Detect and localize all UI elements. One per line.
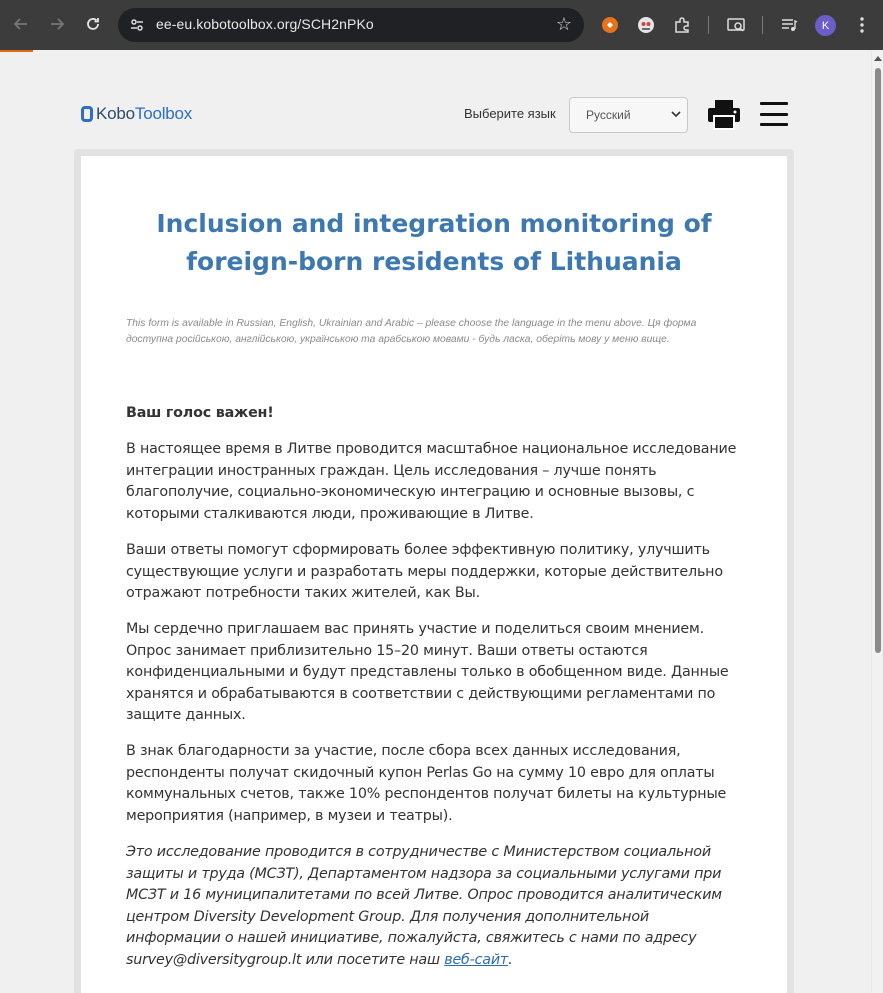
intro-paragraph: В знак благодарности за участие, после сбора всех данных исследования, респонденты получат скидочный купон Perlas Go на сумму 10 евро для оплаты коммунальных счетов, также 10% респондентов получат билеты на культурные мероприятия (например, в музеи и театры).	[126, 743, 727, 824]
forward-arrow-icon[interactable]	[43, 10, 71, 38]
language-label: Выберите язык	[464, 106, 556, 121]
intro-paragraph: Ваши ответы помогут сформировать более эффективную политику, улучшить существующие услуги и разработать меры поддержки, которые действительно отражают потребности таких жителей, как Вы.	[126, 542, 723, 602]
intro-heading: Ваш голос важен!	[126, 405, 274, 421]
menu-hamburger-icon[interactable]	[760, 102, 788, 126]
logo-text-light: Toolbox	[134, 104, 193, 123]
site-settings-icon[interactable]	[128, 16, 146, 34]
reload-icon[interactable]	[79, 10, 107, 38]
closing-text: Это исследование проводится в сотрудничестве с Министерством социальной защиты и труда (МСЗТ), Департаментом надзора за социальными услугами при МСЗТ и 16 муниципалитетами по всей Литве. Опрос проводится аналитическим центром Diversity Development Group. Для получения дополнительной информации о нашей инициативе, пожалуйста, свяжитесь с нами по адресу survey@diversitygroup.lt или посетите наш	[126, 844, 722, 968]
extension-icon[interactable]	[598, 13, 622, 37]
url-text[interactable]: ee-eu.kobotoolbox.org/SCH2nPKo	[156, 16, 374, 32]
kobotoolbox-logo[interactable]	[81, 104, 192, 124]
page-scrollbar[interactable]	[871, 52, 883, 993]
scroll-up-arrow-icon[interactable]	[874, 56, 882, 61]
closing-paragraph	[126, 842, 746, 972]
cast-icon[interactable]	[724, 13, 748, 37]
intro-paragraph: Мы сердечно приглашаем вас принять участие и поделиться своим мнением. Опрос занимает приблизительно 15–20 минут. Ваши ответы остаются конфиденциальными и будут представлены только в обобщенном виде. Данные хранятся и обрабатываются в соответствии с действующими регламентами по защите данных.	[126, 621, 729, 724]
language-note: This form is available in Russian, English, Ukrainian and Arabic – please choose the language in the menu above. Ця форма доступна російською, англійською, українською та арабською мовами - будь ласка, оберіть мову у меню вище.	[126, 318, 697, 345]
kobo-logo-icon	[81, 106, 93, 122]
scroll-thumb[interactable]	[875, 68, 881, 653]
form-title: Inclusion and integration monitoring of foreign-born residents of Lithuania	[156, 209, 712, 276]
profile-avatar[interactable]: K	[815, 15, 836, 36]
back-arrow-icon[interactable]	[7, 10, 35, 38]
logo-text-bold: Kobo	[96, 104, 135, 123]
language-selected-value: Русский	[586, 108, 631, 122]
website-link[interactable]: веб-сайт	[444, 951, 509, 968]
print-icon[interactable]	[707, 99, 741, 130]
browser-toolbar	[0, 0, 883, 50]
intro-paragraph: В настоящее время в Литве проводится масштабное национальное исследование интеграции иностранных граждан. Цель исследования – лучше понять благополучие, социально-экономическую интеграцию и основные вызовы, с которыми сталкиваются люди, проживающие в Литве.	[126, 441, 737, 522]
media-icon[interactable]	[777, 13, 801, 37]
language-select[interactable]	[569, 97, 688, 133]
page-loading-bar	[0, 50, 33, 52]
menu-dots-icon[interactable]	[850, 13, 874, 37]
chevron-down-icon	[671, 109, 681, 121]
address-bar[interactable]	[118, 8, 584, 42]
extension-icon[interactable]	[634, 13, 658, 37]
bookmark-star-icon[interactable]: ☆	[555, 14, 572, 35]
closing-end: .	[508, 951, 513, 968]
puzzle-icon[interactable]	[670, 13, 694, 37]
